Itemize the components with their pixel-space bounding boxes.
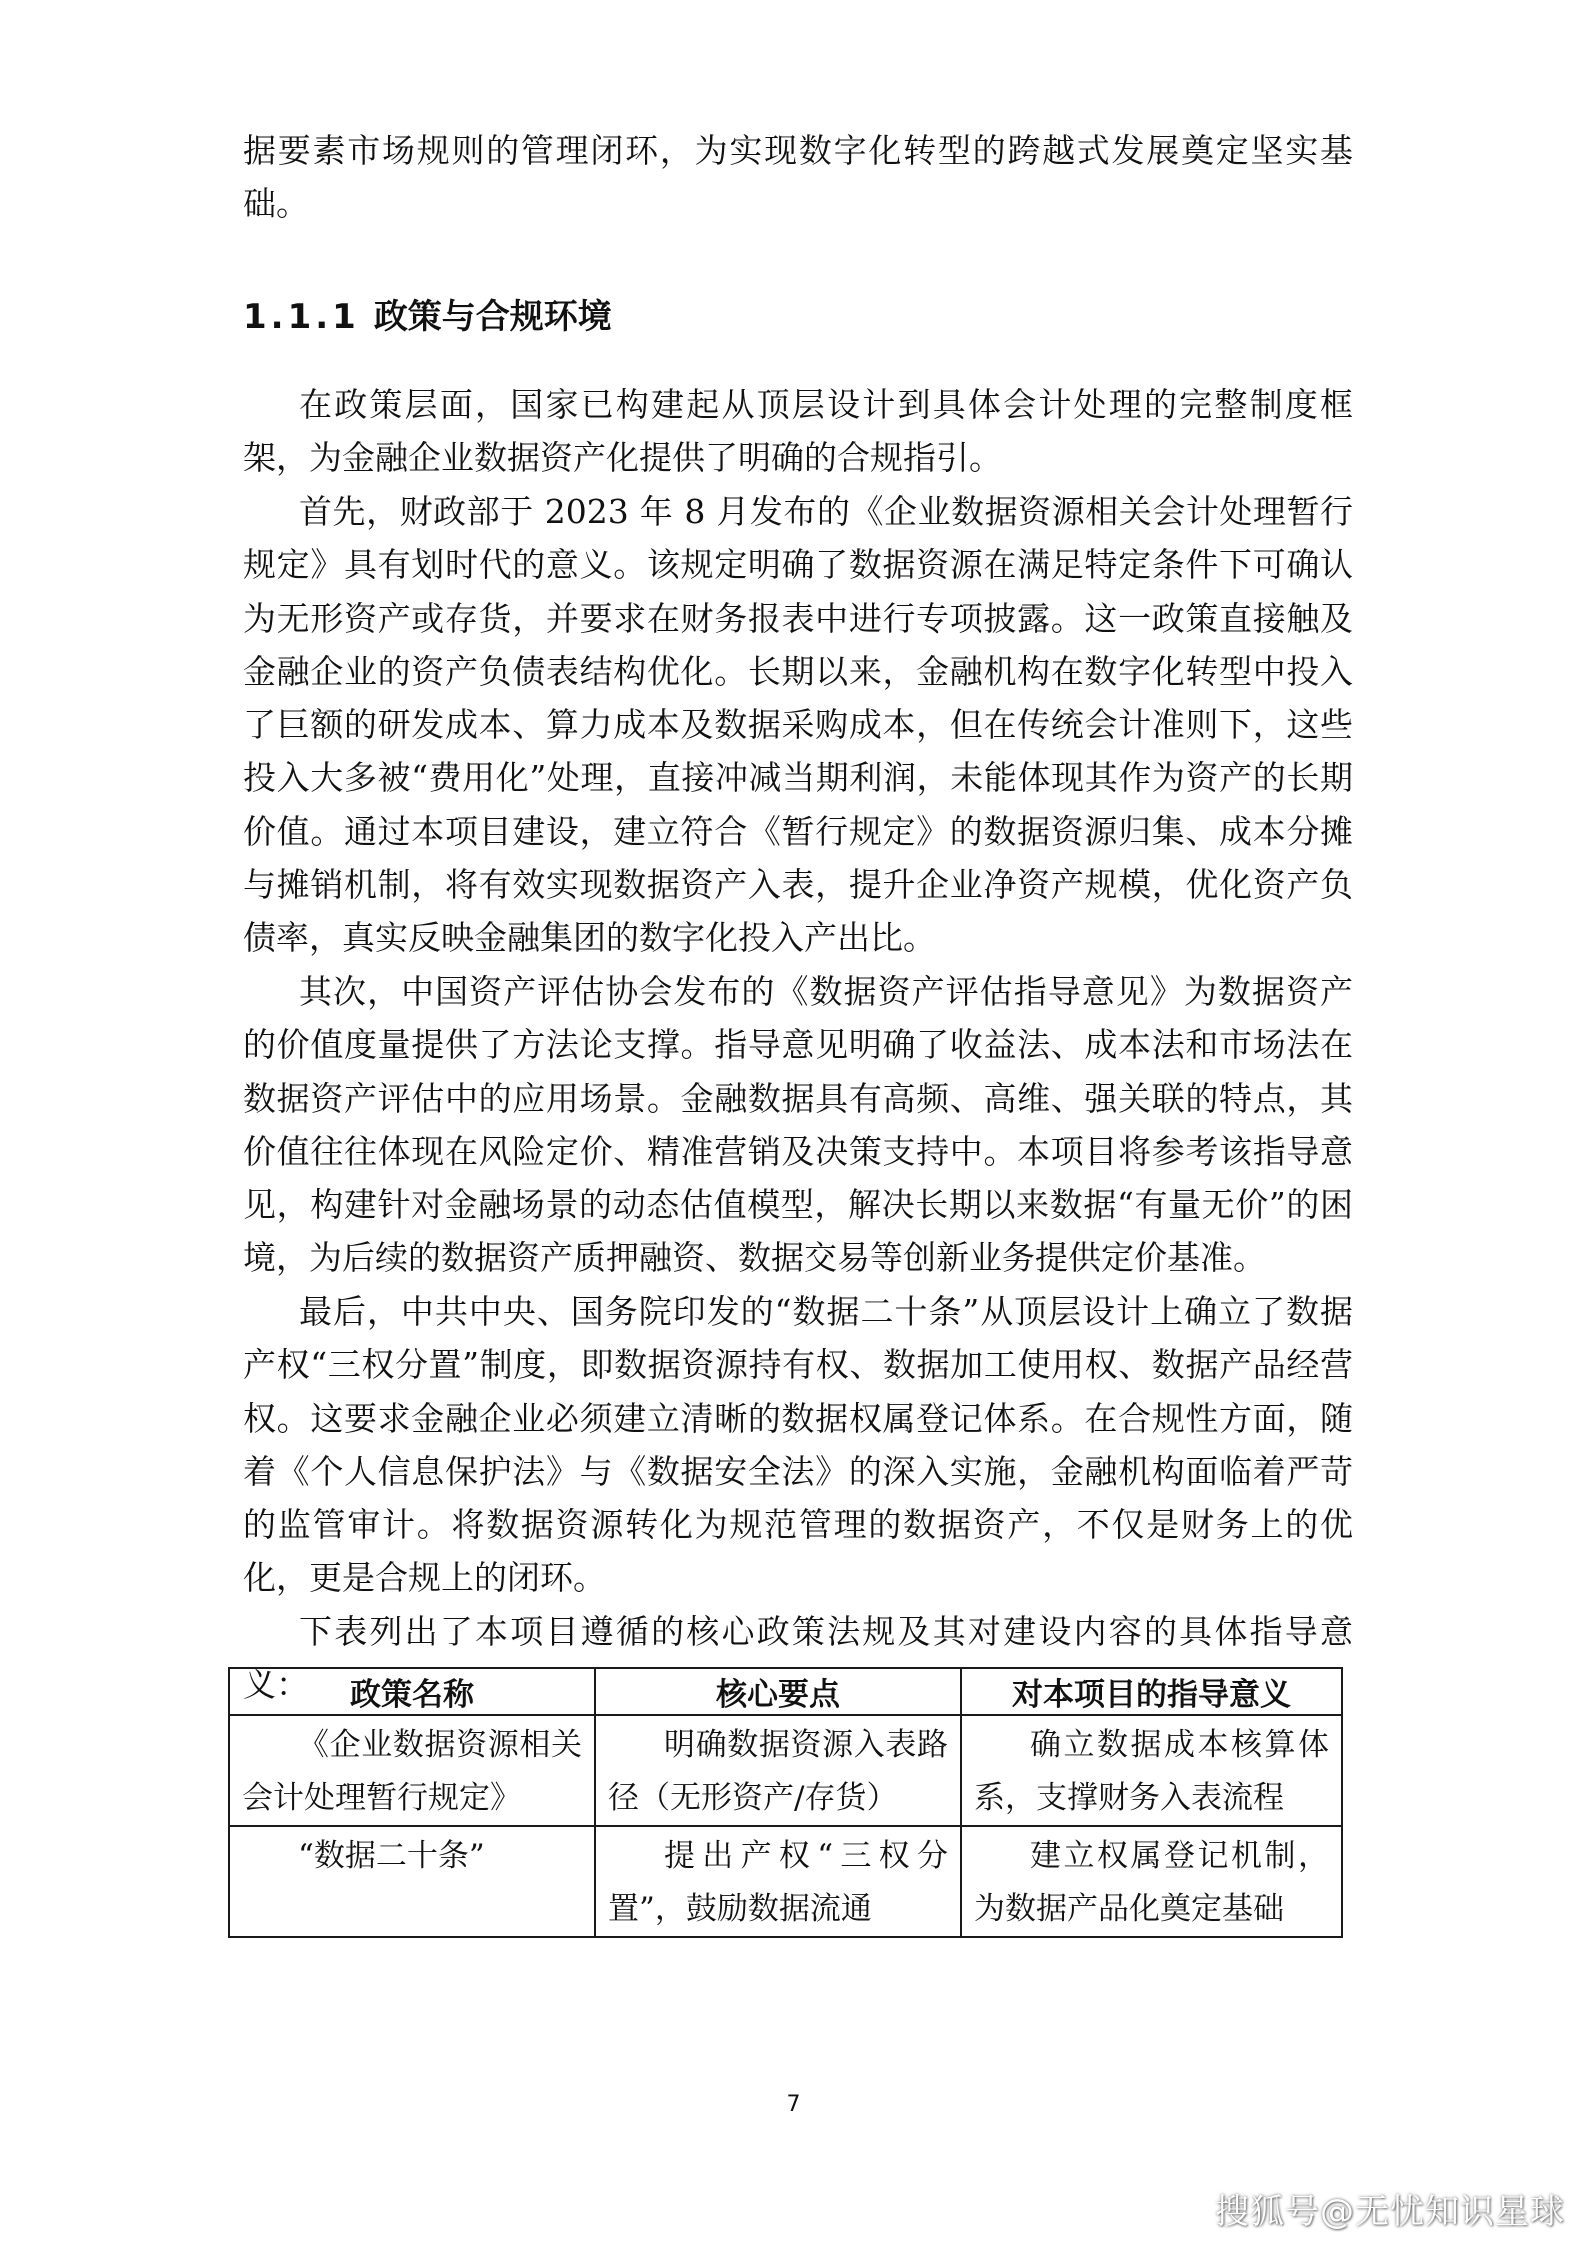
cell-key-points: 提出产权“三权分置”，鼓励数据流通 (595, 1826, 961, 1937)
table-row (229, 1826, 1342, 1937)
cell-key-points: 明确数据资源入表路径（无形资产/存货） (595, 1715, 961, 1826)
cell-guidance: 确立数据成本核算体系，支撑财务入表流程 (961, 1715, 1342, 1826)
paragraph-accounting-rules: 首先，财政部于 2023 年 8 月发布的《企业数据资源相关会计处理暂行规定》具有划时代的意义。该规定明确了数据资源在满足特定条件下可确认为无形资产或存货，并要求在财务报表中进行专项披露。这一政策直接触及金融企业的资产负债表结构优化。长期以来，金融机构在数字化转型中投入了巨额的研发成本、算力成本及数据采购成本，但在传统会计准则下，这些投入大多被“费用化”处理，直接冲减当期利润，未能体现其作为资产的长期价值。通过本项目建设，建立符合《暂行规定》的数据资源归集、成本分摊与摊销机制，将有效实现数据资产入表，提升企业净资产规模，优化资产负债率，真实反映金融集团的数字化投入产出比。 (243, 492, 1353, 958)
header-key-points: 核心要点 (595, 1668, 961, 1715)
page-number: 7 (786, 2092, 801, 2117)
header-guidance: 对本项目的指导意义 (961, 1668, 1342, 1715)
paragraph-valuation-guidance: 其次，中国资产评估协会发布的《数据资产评估指导意见》为数据资产的价值度量提供了方法论支撑。指导意见明确了收益法、成本法和市场法在数据资产评估中的应用场景。金融数据具有高频、高维、强关联的特点，其价值往往体现在风险定价、精准营销及决策支持中。本项目将参考该指导意见，构建针对金融场景的动态估值模型，解决长期以来数据“有量无价”的困境，为后续的数据资产质押融资、数据交易等创新业务提供定价基准。 (243, 972, 1353, 1278)
table-row (229, 1715, 1342, 1826)
table-header-row (229, 1668, 1342, 1715)
header-policy-name: 政策名称 (229, 1668, 595, 1715)
continuation-paragraph: 据要素市场规则的管理闭环，为实现数字化转型的跨越式发展奠定坚实基础。 (243, 131, 1353, 224)
section-title: 政策与合规环境 (373, 297, 612, 337)
paragraph-policy-intro: 在政策层面，国家已构建起从顶层设计到具体会计处理的完整制度框架，为金融企业数据资产化提供了明确的合规指引。 (243, 385, 1353, 478)
cell-guidance: 建立权属登记机制，为数据产品化奠定基础 (961, 1826, 1342, 1937)
paragraph-table-intro: 下表列出了本项目遵循的核心政策法规及其对建设内容的具体指导意义： (243, 1612, 1353, 1705)
cell-policy-name: “数据二十条” (229, 1826, 595, 1937)
policy-table (228, 1667, 1343, 1938)
section-number: 1.1.1 (243, 297, 360, 337)
section-heading (243, 290, 612, 344)
cell-policy-name: 《企业数据资源相关会计处理暂行规定》 (229, 1715, 595, 1826)
paragraph-data-twenty-articles: 最后，中共中央、国务院印发的“数据二十条”从顶层设计上确立了数据产权“三权分置”制度，即数据资源持有权、数据加工使用权、数据产品经营权。这要求金融企业必须建立清晰的数据权属登记体系。在合规性方面，随着《个人信息保护法》与《数据安全法》的深入实施，金融机构面临着严苛的监管审计。将数据资源转化为规范管理的数据资产，不仅是财务上的优化，更是合规上的闭环。 (243, 1292, 1353, 1598)
watermark-text: 搜狐号@无忧知识星球 (1215, 2192, 1565, 2232)
